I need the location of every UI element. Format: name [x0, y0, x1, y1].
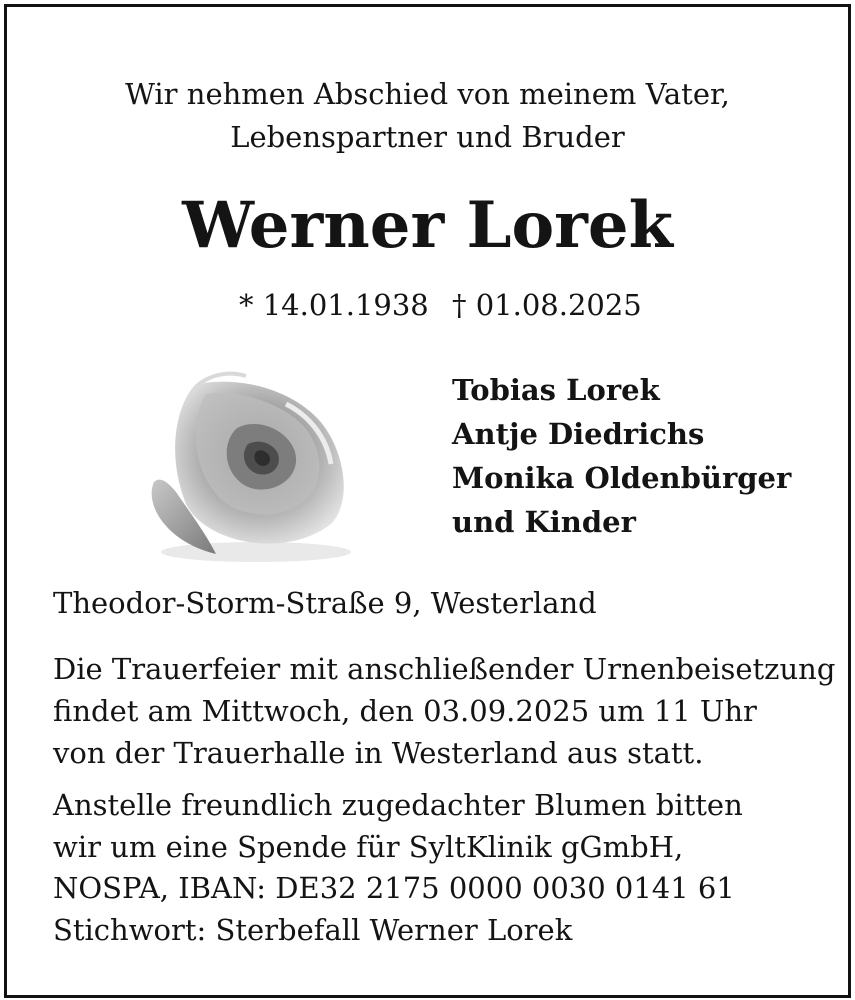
ceremony-line: findet am Mittwoch, den 03.09.2025 um 11 Uhr: [53, 694, 757, 728]
deceased-name: Werner Lorek: [182, 188, 673, 263]
mourner-name: Monika Oldenbürger: [452, 461, 792, 495]
donation-line: Stichwort: Sterbefall Werner Lorek: [53, 913, 573, 947]
mourner-name: und Kinder: [452, 505, 636, 539]
mourner-name: Tobias Lorek: [452, 373, 660, 407]
donation-line: Anstelle freundlich zugedachter Blumen bitten: [53, 788, 743, 822]
death-date: † 01.08.2025: [452, 288, 642, 322]
ceremony-line: von der Trauerhalle in Westerland aus statt.: [53, 736, 704, 770]
ceremony-line: Die Trauerfeier mit anschließender Urnenbeisetzung: [53, 652, 836, 686]
donation-line: NOSPA, IBAN: DE32 2175 0000 0030 0141 61: [53, 871, 735, 905]
intro-line-2: Lebenspartner und Bruder: [230, 120, 625, 154]
intro-line-1: Wir nehmen Abschied von meinem Vater,: [125, 77, 730, 111]
rose-icon: [136, 364, 352, 570]
address: Theodor-Storm-Straße 9, Westerland: [53, 586, 597, 620]
donation-line: wir um eine Spende für SyltKlinik gGmbH,: [53, 830, 684, 864]
birth-date: * 14.01.1938: [239, 288, 429, 322]
mourner-name: Antje Diedrichs: [452, 417, 705, 451]
